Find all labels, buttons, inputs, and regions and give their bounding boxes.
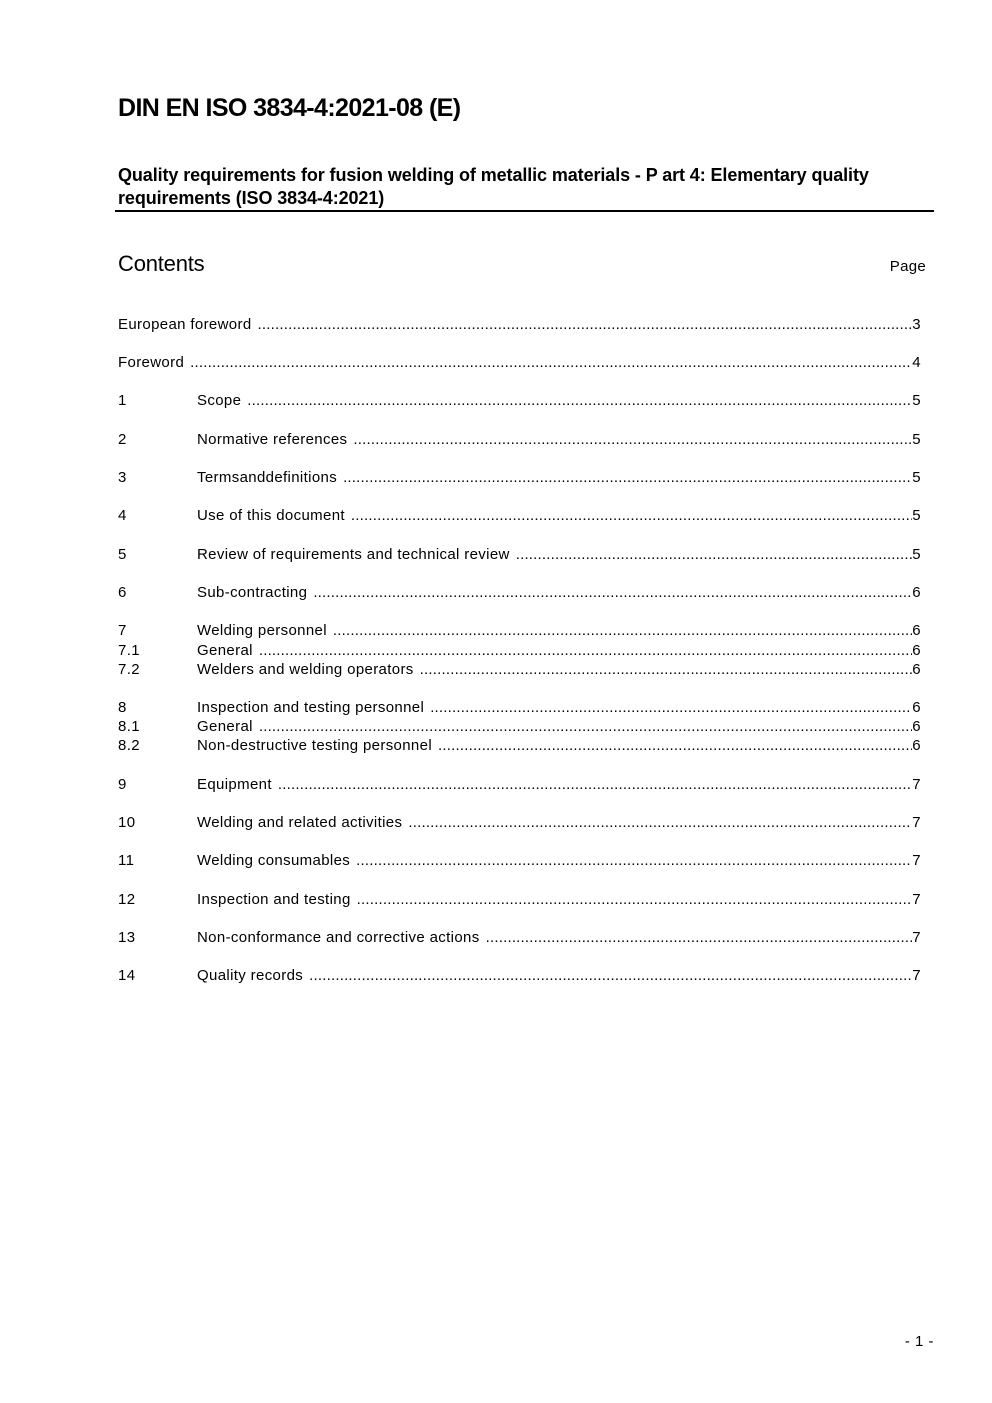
toc-entry-page: 6 (912, 718, 921, 735)
toc-dot-leader (430, 699, 912, 717)
toc-entry-line (118, 316, 921, 334)
document-subtitle: Quality requirements for fusion welding of metallic materials - P art 4: Elementary quality requirements (ISO 3834-4:2021) (118, 165, 869, 208)
toc-dot-leader (247, 392, 912, 410)
toc-entry-page: 6 (912, 622, 921, 639)
toc-entry-title: Quality records (197, 967, 304, 984)
toc-entry-line (197, 891, 921, 909)
toc-entry-line (197, 852, 921, 870)
toc-entry-page: 7 (912, 891, 921, 908)
toc-entry-page: 7 (912, 852, 921, 869)
toc-entry[interactable] (118, 891, 921, 909)
toc-dot-leader (190, 354, 912, 372)
toc-entry-title: General (197, 642, 253, 659)
toc-entry-line (197, 507, 921, 525)
toc-entry-title: Sub-contracting (197, 584, 308, 601)
toc-entry-title: General (197, 718, 253, 735)
toc-entry-number: 14 (118, 967, 136, 984)
toc-dot-leader (356, 852, 912, 870)
toc-entry-number: 11 (118, 852, 135, 869)
toc-entry-line (197, 737, 921, 755)
toc-entry-page: 7 (912, 776, 921, 793)
toc-entry[interactable] (118, 661, 921, 679)
toc-entry[interactable] (118, 737, 921, 755)
toc-dot-leader (309, 967, 912, 985)
toc-dot-leader (351, 507, 912, 525)
toc-entry-page: 7 (912, 814, 921, 831)
toc-entry-number: 12 (118, 891, 136, 908)
toc-entry-number: 8 (118, 699, 127, 716)
page-column-label: Page (889, 258, 926, 275)
toc-dot-leader (516, 546, 913, 564)
toc-entry-line (197, 469, 921, 487)
toc-entry-line (197, 392, 921, 410)
toc-entry-page: 6 (912, 661, 921, 678)
toc-dot-leader (408, 814, 912, 832)
toc-entry[interactable] (118, 776, 921, 794)
toc-entry-number: 8.2 (118, 737, 140, 754)
toc-entry[interactable] (118, 354, 921, 372)
document-title: DIN EN ISO 3834-4:2021-08 (E) (118, 94, 461, 122)
toc-entry-page: 3 (912, 316, 921, 333)
toc-entry-line (118, 354, 921, 372)
toc-entry-title: Scope (197, 392, 242, 409)
toc-dot-leader (438, 737, 912, 755)
toc-dot-leader (259, 718, 912, 736)
toc-entry-title: Inspection and testing personnel (197, 699, 425, 716)
toc-entry-title: Review of requirements and technical review (197, 546, 510, 563)
toc-entry-page: 5 (912, 507, 921, 524)
toc-entry-line (197, 622, 921, 640)
toc-entry-title: Welding and related activities (197, 814, 403, 831)
toc-dot-leader (420, 661, 913, 679)
toc-entry-title: Equipment (197, 776, 272, 793)
toc-entry-title: Use of this document (197, 507, 345, 524)
toc-entry[interactable] (118, 507, 921, 525)
toc-dot-leader (353, 431, 912, 449)
toc-entry[interactable] (118, 546, 921, 564)
toc-dot-leader (333, 622, 912, 640)
toc-entry-page: 6 (912, 737, 921, 754)
toc-entry-number: 8.1 (118, 718, 140, 735)
toc-entry-number: 13 (118, 929, 136, 946)
toc-entry-page: 5 (912, 392, 921, 409)
toc-entry-number: 4 (118, 507, 127, 524)
toc-dot-leader (343, 469, 912, 487)
toc-dot-leader (357, 891, 913, 909)
toc-entry-number: 5 (118, 546, 127, 563)
toc-entry-number: 10 (118, 814, 136, 831)
toc-entry[interactable] (118, 699, 921, 717)
toc-entry-number: 1 (118, 392, 127, 409)
toc-entry-number: 7 (118, 622, 127, 639)
toc-entry[interactable] (118, 469, 921, 487)
toc-entry-line (197, 718, 921, 736)
toc-entry[interactable] (118, 967, 921, 985)
toc-entry-title: Welding consumables (197, 852, 351, 869)
toc-entry-page: 4 (912, 354, 921, 371)
toc-entry-title: Non-conformance and corrective actions (197, 929, 480, 946)
toc-entry-page: 6 (912, 584, 921, 601)
toc-entry-page: 5 (912, 546, 921, 563)
toc-entry-line (197, 546, 921, 564)
toc-entry[interactable] (118, 622, 921, 640)
toc-entry-line (197, 584, 921, 602)
toc-entry[interactable] (118, 584, 921, 602)
toc-dot-leader (313, 584, 912, 602)
toc-entry-line (197, 967, 921, 985)
toc-entry[interactable] (118, 392, 921, 410)
toc-dot-leader (278, 776, 912, 794)
toc-entry-title: Normative references (197, 431, 348, 448)
toc-entry-number: 2 (118, 431, 127, 448)
toc-entry-page: 5 (912, 431, 921, 448)
toc-entry-page: 7 (912, 929, 921, 946)
toc-entry-line (197, 661, 921, 679)
toc-entry-line (197, 776, 921, 794)
toc-entry-number: 9 (118, 776, 127, 793)
toc-entry-title: Welders and welding operators (197, 661, 414, 678)
toc-entry-title: Inspection and testing (197, 891, 351, 908)
toc-entry-title: Termsanddefinitions (197, 469, 338, 486)
toc-entry[interactable] (118, 852, 921, 870)
toc-entry[interactable] (118, 718, 921, 736)
toc-entry-line (197, 642, 921, 660)
toc-entry-page: 6 (912, 699, 921, 716)
toc-entry-line (197, 929, 921, 947)
toc-entry-title: Non-destructive testing personnel (197, 737, 433, 754)
toc-entry-number: 7.1 (118, 642, 140, 659)
page-number: - 1 - (904, 1333, 934, 1350)
toc-entry[interactable] (118, 642, 921, 660)
toc-entry-page: 6 (912, 642, 921, 659)
contents-heading: Contents (118, 251, 205, 276)
toc-dot-leader (486, 929, 913, 947)
toc-entry-number: 7.2 (118, 661, 140, 678)
toc-entry-title: Foreword (118, 354, 185, 371)
toc-entry[interactable] (118, 431, 921, 449)
toc-entry-page: 5 (912, 469, 921, 486)
toc-entry[interactable] (118, 814, 921, 832)
toc-entry-title: Welding personnel (197, 622, 327, 639)
toc-entry-line (197, 431, 921, 449)
toc-entry[interactable] (118, 316, 921, 334)
toc-entry[interactable] (118, 929, 921, 947)
toc-dot-leader (259, 642, 912, 660)
toc-entry-page: 7 (912, 967, 921, 984)
toc-entry-line (197, 814, 921, 832)
toc-entry-title: European foreword (118, 316, 252, 333)
toc-entry-number: 3 (118, 469, 127, 486)
toc-entry-number: 6 (118, 584, 127, 601)
toc-entry-line (197, 699, 921, 717)
toc-dot-leader (258, 316, 913, 334)
